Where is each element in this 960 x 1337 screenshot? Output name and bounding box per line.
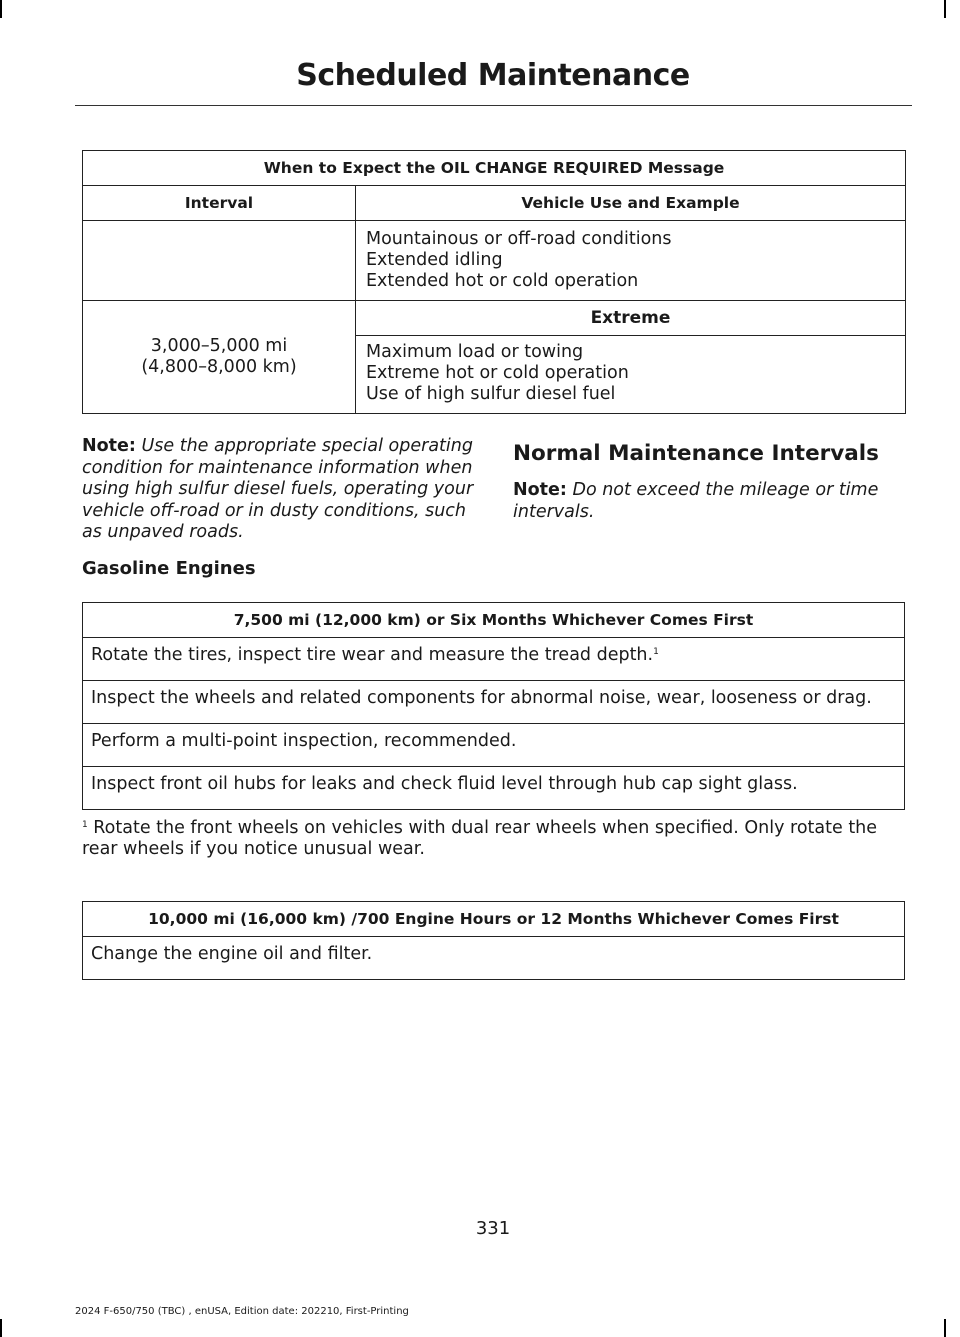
page-title: Scheduled Maintenance — [296, 58, 690, 93]
page-number: 331 — [475, 1218, 511, 1239]
note-text: Do not exceed the mileage or time intervals. — [513, 480, 879, 522]
maintenance-item: Change the engine oil and filter. — [83, 937, 905, 980]
crop-mark-top-right — [944, 0, 946, 18]
footnote-mark: 1 — [82, 820, 88, 830]
maintenance-item: Inspect front oil hubs for leaks and check fluid level through hub cap sight glass. — [83, 767, 905, 810]
maintenance-table-header: 10,000 mi (16,000 km) /700 Engine Hours or 12 Months Whichever Comes First — [83, 902, 905, 937]
crop-mark-top-left — [0, 0, 2, 18]
vehicle-use-line: Mountainous or off-road conditions — [366, 229, 672, 249]
special-condition-note — [82, 436, 482, 544]
vehicle-use-line: Extended idling — [366, 250, 503, 270]
col-header-interval: Interval — [83, 186, 356, 221]
extreme-use-line: Maximum load or towing — [366, 342, 584, 362]
crop-mark-bottom-left — [0, 1319, 2, 1337]
maintenance-table-10000 — [82, 901, 905, 980]
interval-cell-extreme — [83, 301, 356, 414]
title-divider — [75, 105, 912, 106]
footnote-text: Rotate the front wheels on vehicles with dual rear wheels when specified. Only rotate the rear wheels if you notice unusual wear. — [82, 818, 878, 859]
interval-km: (4,800–8,000 km) — [141, 357, 297, 377]
note-text: Use the appropriate special operating condition for maintenance information when using high sulfur diesel fuels, operating your vehicle off-road or in dusty conditions, such as unpaved roads. — [82, 436, 474, 542]
footnote-ref: 1 — [653, 647, 659, 657]
maintenance-item: Rotate the tires, inspect tire wear and measure the tread depth.$^1$ — [83, 638, 905, 681]
mileage-note — [513, 480, 908, 523]
extreme-label: Extreme — [356, 301, 906, 336]
maintenance-table-header: 7,500 mi (12,000 km) or Six Months Whichever Comes First — [83, 603, 905, 638]
vehicle-use-cell — [356, 221, 906, 301]
oil-table-caption: When to Expect the OIL CHANGE REQUIRED Message — [83, 151, 906, 186]
edition-footer: 2024 F-650/750 (TBC) , enUSA, Edition date: 202210, First-Printing — [75, 1306, 409, 1317]
subheading-gasoline-engines: Gasoline Engines — [82, 558, 256, 579]
note-label: Note: — [82, 436, 136, 456]
col-header-vehicle-use: Vehicle Use and Example — [356, 186, 906, 221]
extreme-use-line: Use of high sulfur diesel fuel — [366, 384, 616, 404]
extreme-use-line: Extreme hot or cold operation — [366, 363, 629, 383]
maintenance-table-7500 — [82, 602, 905, 810]
maintenance-item: Perform a multi-point inspection, recommended. — [83, 724, 905, 767]
maintenance-item: Inspect the wheels and related components for abnormal noise, wear, looseness or drag. — [83, 681, 905, 724]
oil-change-table — [82, 150, 906, 414]
interval-cell-empty — [83, 221, 356, 301]
interval-miles: 3,000–5,000 mi — [150, 336, 288, 356]
note-label: Note: — [513, 480, 567, 500]
vehicle-use-line: Extended hot or cold operation — [366, 271, 639, 291]
extreme-use-cell — [356, 336, 906, 414]
section-heading-normal-maintenance: Normal Maintenance Intervals — [513, 441, 879, 466]
footnote — [82, 818, 908, 860]
crop-mark-bottom-right — [944, 1319, 946, 1337]
